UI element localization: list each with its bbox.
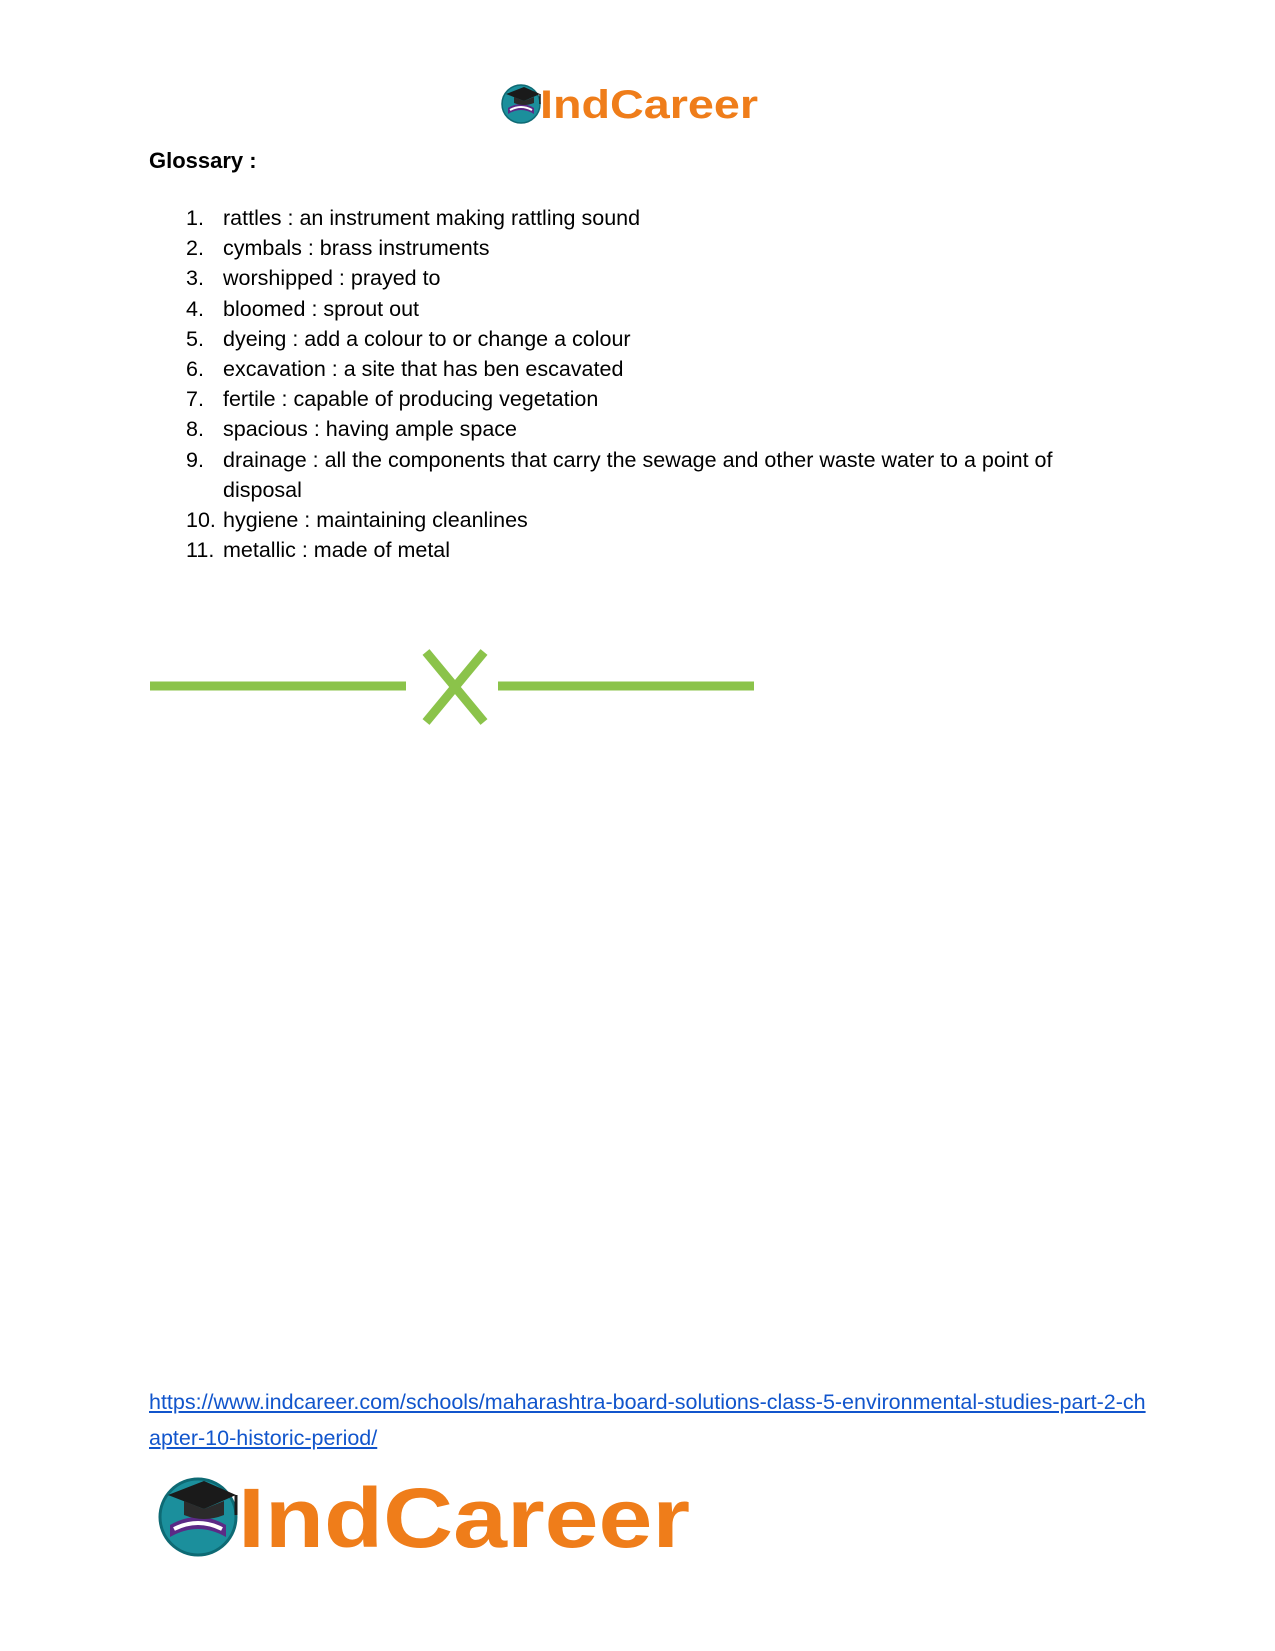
- glossary-item: [149, 233, 1109, 263]
- glossary-item: [149, 505, 1109, 535]
- indcareer-logo-top: [500, 78, 770, 128]
- glossary-item: [149, 294, 1109, 324]
- glossary-item: [149, 535, 1109, 565]
- indcareer-logo-bottom: [158, 1465, 698, 1565]
- glossary-item-number: 10.: [186, 508, 216, 533]
- glossary-item-number: 4.: [186, 296, 204, 321]
- glossary-item: [149, 384, 1109, 414]
- glossary-item-text: rattles : an instrument making rattling sound: [223, 206, 641, 230]
- glossary-item-text: worshipped : prayed to: [223, 266, 441, 291]
- glossary-item-number: 6.: [186, 357, 204, 382]
- glossary-item-text: cymbals : brass instruments: [223, 236, 490, 261]
- glossary-item-number: 9.: [186, 447, 204, 472]
- glossary-item-text: fertile : capable of producing vegetation: [223, 387, 599, 412]
- glossary-item-number: 2.: [186, 236, 204, 261]
- glossary-heading: Glossary :: [149, 148, 257, 173]
- source-url-link[interactable]: https://www.indcareer.com/schools/maharashtra-board-solutions-class-5-environmental-studies-part-2-chapter-10-historic-period/: [149, 1390, 1146, 1450]
- glossary-item-number: 8.: [186, 417, 204, 442]
- glossary-item: [149, 324, 1109, 354]
- graduation-book-icon: [502, 85, 540, 123]
- glossary-item: [149, 263, 1109, 293]
- glossary-item-text: spacious : having ample space: [223, 417, 518, 442]
- glossary-item-number: 1.: [186, 206, 204, 230]
- glossary-item-number: 3.: [186, 266, 204, 291]
- glossary-item: [149, 414, 1109, 444]
- glossary-item-text: bloomed : sprout out: [223, 296, 420, 321]
- graduation-book-icon: [160, 1479, 236, 1555]
- divider-x-mark: [426, 652, 484, 722]
- glossary-item-text: hygiene : maintaining cleanlines: [223, 508, 528, 533]
- glossary-item-text: dyeing : add a colour to or change a colour: [223, 326, 631, 351]
- glossary-item-number: 7.: [186, 387, 204, 412]
- section-divider: [150, 648, 754, 726]
- glossary-item-text: excavation : a site that has ben escavated: [223, 357, 624, 382]
- glossary-item-number: 11.: [186, 538, 215, 563]
- logo-wordmark: IndCareer: [238, 1471, 690, 1565]
- glossary-list: [149, 203, 1109, 565]
- glossary-item-number: 5.: [186, 326, 204, 351]
- glossary-item-text: metallic : made of metal: [223, 538, 451, 563]
- glossary-item: [149, 203, 1109, 233]
- glossary-item: [149, 445, 1109, 505]
- glossary-item: [149, 354, 1109, 384]
- logo-wordmark: IndCareer: [540, 83, 758, 127]
- glossary-item-text: drainage : all the components that carry the sewage and other waste water to a point of disposal: [223, 447, 1053, 502]
